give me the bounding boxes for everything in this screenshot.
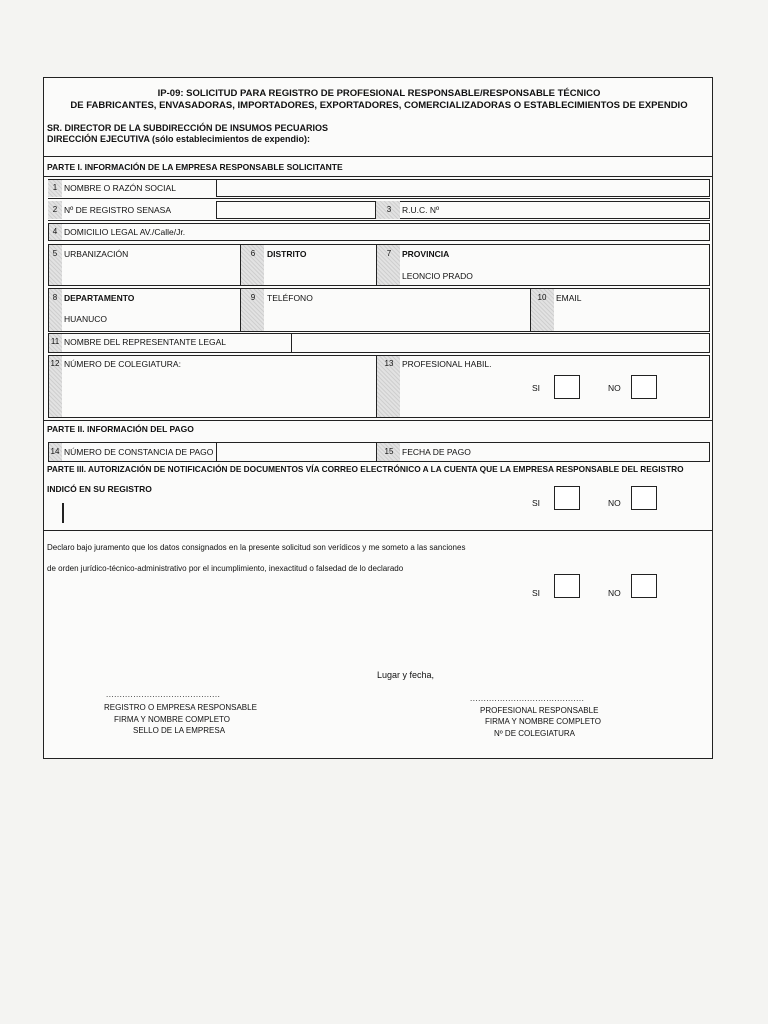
field-number: 11 (50, 337, 60, 346)
field-number: 15 (384, 447, 394, 456)
declaration-yes-checkbox[interactable] (554, 574, 580, 598)
no-label: NO (608, 588, 621, 598)
divider (44, 176, 712, 177)
parte2-title: PARTE II. INFORMACIÓN DEL PAGO (47, 424, 194, 434)
field-number: 12 (50, 359, 60, 368)
parte3-title-line2: INDICÓ EN SU REGISTRO (47, 484, 152, 494)
no-label: NO (608, 498, 621, 508)
yes-label: SI (532, 498, 541, 508)
payment-date-field[interactable] (401, 443, 709, 461)
parte3-title: PARTE III. AUTORIZACIÓN DE NOTIFICACIÓN DE DOCUMENTOS VÍA CORREO ELECTRÓNICO A LA CUENTA QUE LA EMPRESA RESPONSABLE DEL REGISTRO (47, 464, 684, 474)
payment-date-label: FECHA DE PAGO (402, 447, 471, 457)
legal-address-field[interactable] (48, 223, 710, 241)
enabled-professional-label: PROFESIONAL HABIL. (402, 359, 492, 369)
phone-label: TELÉFONO (267, 293, 313, 303)
field-number: 4 (52, 227, 58, 236)
signature-left-line1: REGISTRO O EMPRESA RESPONSABLE (104, 703, 257, 712)
signature-line-left: .......................................... (106, 690, 221, 699)
signature-left-line2: FIRMA Y NOMBRE COMPLETO (114, 715, 231, 724)
declaration-no-checkbox[interactable] (631, 574, 657, 598)
addressee-line1: SR. DIRECTOR DE LA SUBDIRECCIÓN DE INSUMOS PECUARIOS (47, 123, 329, 133)
field-number: 9 (250, 293, 256, 302)
form-title-line1: IP-09: SOLICITUD PARA REGISTRO DE PROFESIONAL RESPONSABLE/RESPONSABLE TÉCNICO (157, 88, 601, 99)
field-number: 6 (250, 249, 256, 258)
notification-yes-checkbox[interactable] (554, 486, 580, 510)
declaration-line2: de orden jurídico-técnico-administrativo por el incumplimiento, inexactitud o falsedad de lo declarado (47, 564, 404, 573)
field-number: 10 (537, 293, 547, 302)
field-number: 8 (52, 293, 58, 302)
enabled-yes-checkbox[interactable] (554, 375, 580, 399)
yes-label: SI (532, 383, 541, 393)
province-value[interactable]: LEONCIO PRADO (402, 271, 473, 281)
senasa-registry-field[interactable] (216, 201, 376, 219)
company-name-label: NOMBRE O RAZÓN SOCIAL (64, 183, 176, 193)
field-number: 7 (386, 249, 392, 258)
legal-representative-label: NOMBRE DEL REPRESENTANTE LEGAL (64, 337, 227, 347)
province-label: PROVINCIA (402, 249, 450, 259)
ruc-field[interactable] (400, 201, 710, 219)
company-name-field[interactable] (216, 179, 710, 197)
signature-right-line2: FIRMA Y NOMBRE COMPLETO (485, 717, 602, 726)
notification-no-checkbox[interactable] (631, 486, 657, 510)
ruc-label: R.U.C. Nº (402, 205, 440, 215)
field-number: 14 (50, 447, 60, 456)
collegiate-number-label: NÚMERO DE COLEGIATURA: (64, 359, 181, 369)
field-number: 5 (52, 249, 58, 258)
divider (44, 156, 712, 157)
signature-line-right: .......................................... (470, 694, 585, 703)
form-title-line2: DE FABRICANTES, ENVASADORAS, IMPORTADORES, EXPORTADORES, COMERCIALIZADORAS O ESTABLECIMIENTOS DE EXPENDIO (70, 100, 688, 111)
field-number: 2 (52, 205, 58, 214)
yes-label: SI (532, 588, 541, 598)
department-value[interactable]: HUANUCO (64, 314, 107, 324)
registration-form (43, 77, 713, 759)
declaration-line1: Declaro bajo juramento que los datos consignados en la presente solicitud son verídicos y me someto a las sanciones (47, 543, 466, 552)
contact-row (48, 288, 710, 332)
payment-receipt-label: NÚMERO DE CONSTANCIA DE PAGO (64, 447, 214, 457)
field-number: 1 (52, 183, 58, 192)
department-label: DEPARTAMENTO (64, 293, 135, 303)
payment-receipt-field[interactable] (217, 443, 375, 461)
field-number: 13 (384, 359, 394, 368)
parte1-title: PARTE I. INFORMACIÓN DE LA EMPRESA RESPONSABLE SOLICITANTE (47, 162, 343, 172)
no-label: NO (608, 383, 621, 393)
signature-left-line3: SELLO DE LA EMPRESA (133, 726, 226, 735)
enabled-no-checkbox[interactable] (631, 375, 657, 399)
senasa-registry-label: Nº DE REGISTRO SENASA (64, 205, 172, 215)
email-label: EMAIL (556, 293, 582, 303)
place-date-label: Lugar y fecha, (377, 670, 435, 680)
signature-right-line1: PROFESIONAL RESPONSABLE (480, 706, 599, 715)
district-label: DISTRITO (267, 249, 307, 259)
addressee-line2: DIRECCIÓN EJECUTIVA (sólo establecimientos de expendio): (47, 134, 311, 144)
urbanization-label: URBANIZACIÓN (64, 249, 129, 259)
signature-right-line3: Nº DE COLEGIATURA (494, 729, 576, 738)
field-number: 3 (386, 205, 392, 214)
legal-address-label: DOMICILIO LEGAL AV./Calle/Jr. (64, 227, 186, 237)
